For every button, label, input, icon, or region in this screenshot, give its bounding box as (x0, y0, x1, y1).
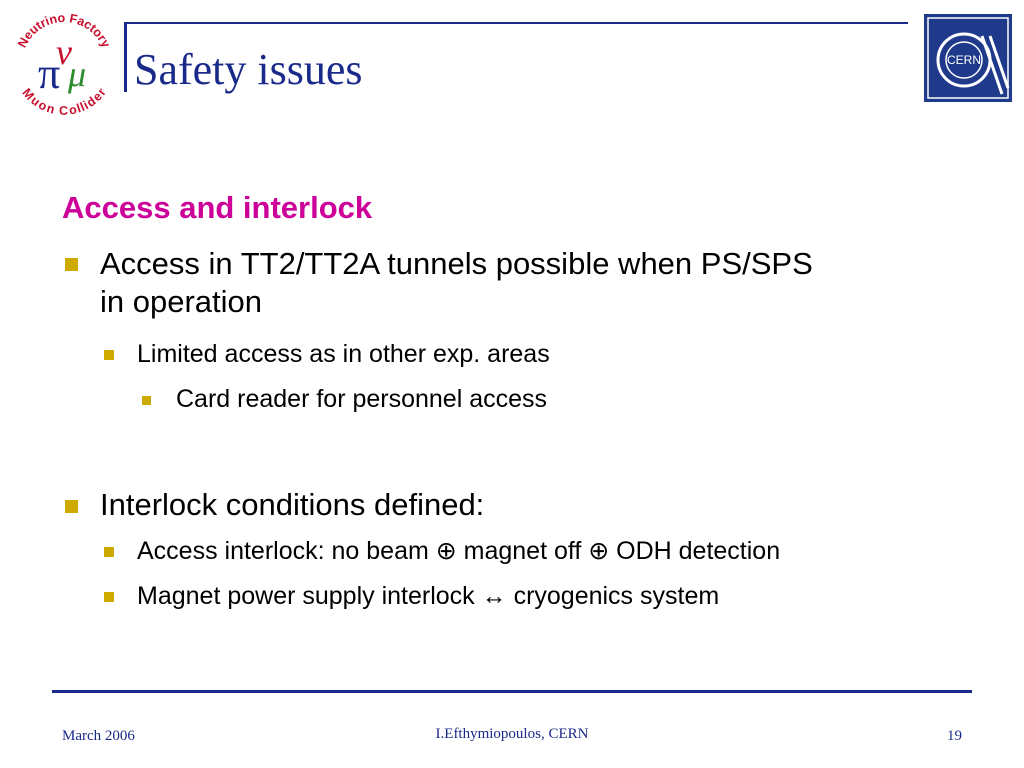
bullet-item-level3: Card reader for personnel access (176, 385, 548, 413)
bullet-item-level2: Limited access as in other exp. areas (137, 340, 550, 368)
cern-logo (924, 14, 1012, 102)
bullet-square-icon (104, 350, 114, 360)
bullet-text-line: Access in TT2/TT2A tunnels possible when PS/SPS (100, 246, 813, 281)
bullet-item-level2: Access interlock: no beam ⊕ magnet off ⊕ ODH detection (137, 537, 781, 565)
logo-ring-text-top: Neutrino Factory (14, 10, 114, 50)
bullet-text-line: Interlock conditions defined: (100, 487, 485, 522)
footer-author: I.Efthymiopoulos, CERN (435, 726, 589, 742)
bullet-square-icon (104, 592, 114, 602)
bullet-square-icon (65, 258, 78, 271)
nu-symbol: ν (56, 32, 72, 72)
mu-symbol: μ (68, 54, 87, 94)
pi-symbol: π (38, 49, 61, 98)
neutrino-factory-logo (8, 2, 118, 120)
title-vertical-rule (124, 22, 127, 92)
bullet-item-level1 (100, 486, 484, 524)
bullet-text-line: in operation (100, 284, 263, 319)
logo-ring-text-bottom: Muon Collider (19, 85, 109, 118)
title-horizontal-rule (126, 22, 908, 24)
bullet-item-level2: Magnet power supply interlock ↔ cryogenics system (137, 582, 720, 610)
bullet-square-icon (142, 396, 151, 405)
bullet-square-icon (104, 547, 114, 557)
footer-date: March 2006 (62, 728, 135, 744)
section-heading: Access and interlock (62, 190, 373, 225)
footer-page-number: 19 (947, 728, 962, 744)
bullet-item-level1 (100, 245, 813, 321)
slide-title: Safety issues (134, 45, 363, 94)
footer-rule (52, 690, 972, 693)
bullet-square-icon (65, 500, 78, 513)
cern-logo-text: CERN (946, 53, 982, 67)
